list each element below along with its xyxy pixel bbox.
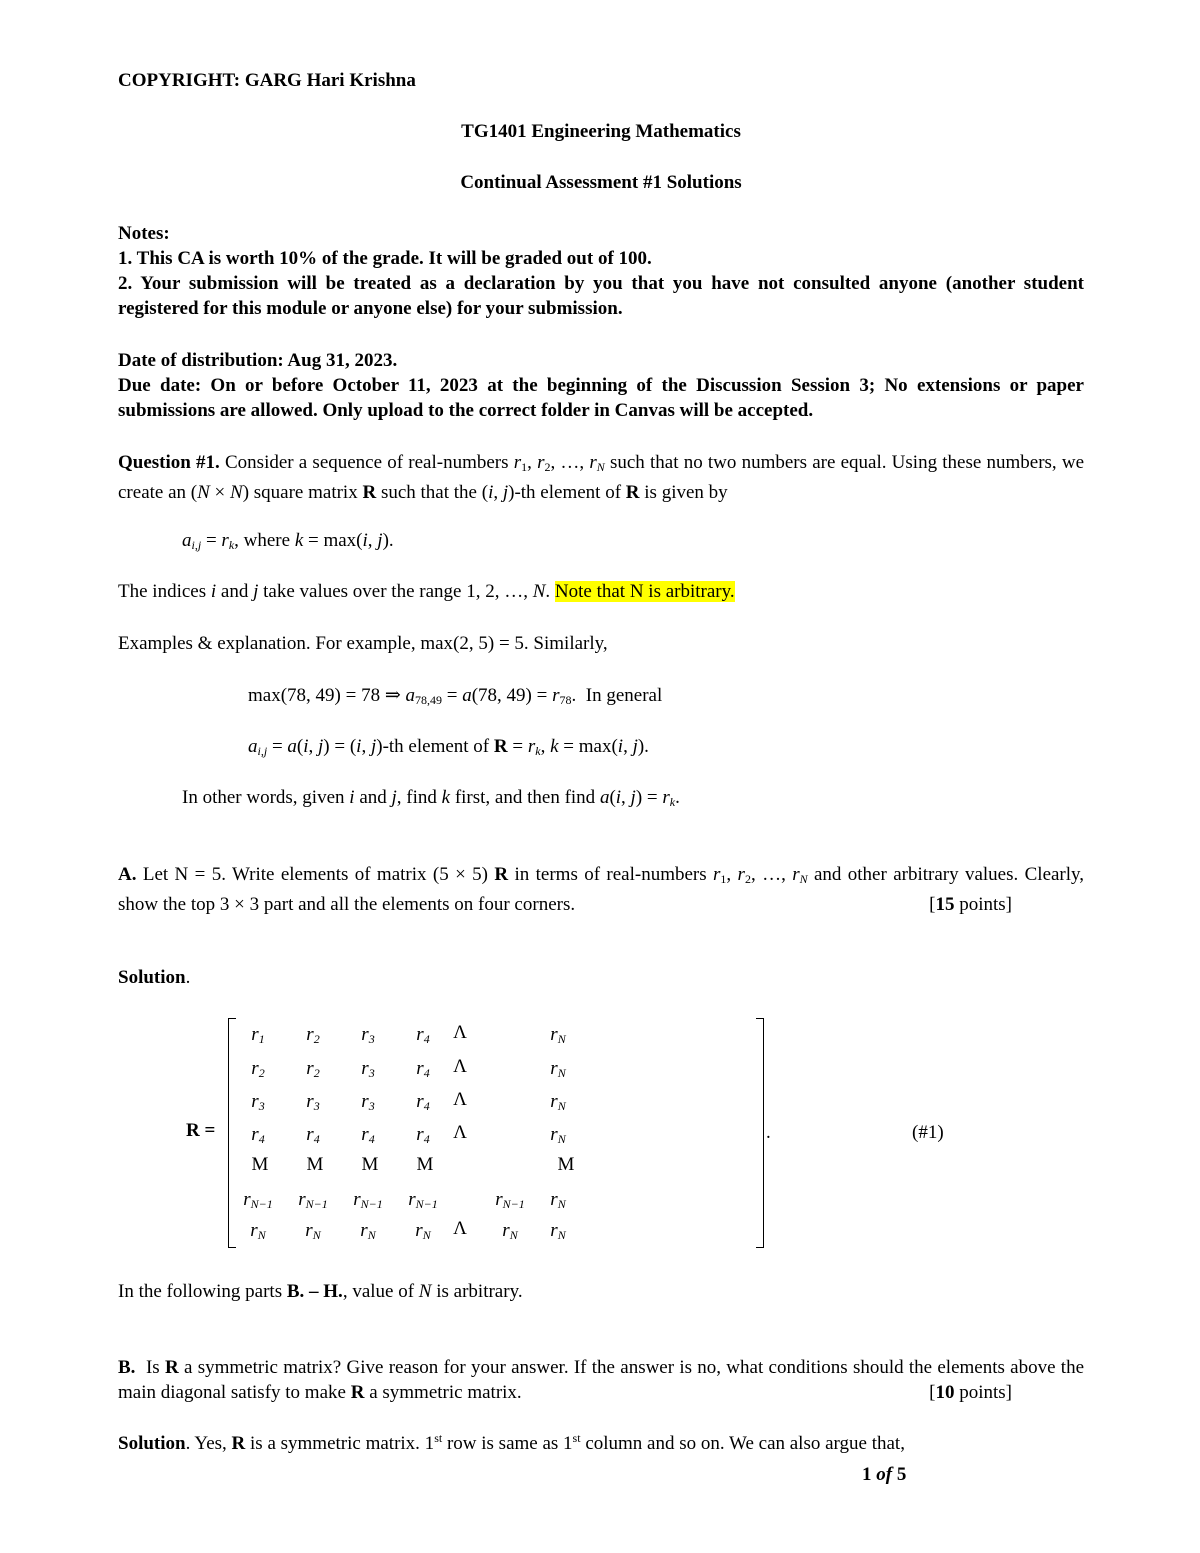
question-1-text: Question #1. Consider a sequence of real-numbers $r_1$, $r_2$, …, $r_N$ such that no two numbers are equal. Using these numbers, we create an (N × N) square matrix R such that the (i, j)-th element of R is given by [118, 452, 1085, 503]
matrix-cell: $r_N$ [550, 1124, 566, 1146]
matrix-vdots: M [557, 1154, 575, 1175]
q1-text-4: such that the [380, 482, 477, 503]
matrix-cell: $r_N$ [550, 1189, 566, 1211]
example-general: $a_{i,j} = a(i$, j) = (i, j)-th element of $R = r_k$, k = max(i, j). [248, 736, 649, 758]
matrix-dots: Λ [453, 1056, 467, 1077]
part-a-label: A. [118, 864, 137, 885]
course-title: TG1401 Engineering Mathematics [461, 121, 741, 142]
matrix-cell: $r_2$ [251, 1058, 265, 1080]
matrix-cell: $r_{N-1}$ [353, 1189, 383, 1211]
q1-text-5: -th element of [514, 482, 622, 503]
matrix-cell: $r_N$ [550, 1220, 566, 1242]
matrix-cell: $r_4$ [361, 1124, 375, 1146]
solution-b-text: Solution. Yes, R is a symmetric matrix. 1st row is same as 1st column and so on. We can also argue that, [118, 1431, 905, 1454]
document-title: Continual Assessment #1 Solutions [460, 172, 742, 193]
matrix-cell: $r_N$ [250, 1220, 266, 1242]
q1-text-6: is given by [644, 482, 728, 503]
matrix-vdots: M [251, 1154, 269, 1175]
equation-number: (#1) [912, 1122, 944, 1143]
copyright-line: COPYRIGHT: GARG Hari Krishna [118, 70, 416, 91]
matrix-cell: $r_4$ [416, 1091, 430, 1113]
matrix-lhs: R = [186, 1120, 216, 1141]
matrix-cell: $r_4$ [251, 1124, 265, 1146]
matrix-cell: $r_{N-1}$ [495, 1189, 525, 1211]
part-a-text: A. Let N = 5. Write elements of matrix (5 × 5) R in terms of real-numbers $r_1$, $r_2$, …, $r_N$ and other arbitrary values. Clearly, show the top 3 × 3 part and all the elements on four corners. [15 points] [118, 864, 1085, 915]
matrix-cell: $r_3$ [361, 1058, 375, 1080]
part-b-points: [10 points] [929, 1382, 1012, 1403]
matrix-cell: $r_4$ [306, 1124, 320, 1146]
matrix-cell: $r_N$ [360, 1220, 376, 1242]
other-words-line: In other words, given i and j, find k first, and then find a(i, $j) = r_k$. [182, 787, 680, 809]
matrix-vdots: M [361, 1154, 379, 1175]
notes-heading: Notes: [118, 223, 170, 244]
matrix-right-bracket [756, 1018, 764, 1248]
matrix-left-bracket [228, 1018, 236, 1248]
examples-line: Examples & explanation. For example, max(2, 5) = 5. Similarly, [118, 633, 608, 654]
matrix-cell: $r_{N-1}$ [298, 1189, 328, 1211]
matrix-cell: $r_3$ [361, 1091, 375, 1113]
part-b-label: B. [118, 1357, 136, 1378]
highlighted-note: Note that N is arbitrary. [554, 581, 735, 602]
matrix-cell: $r_2$ [306, 1024, 320, 1046]
part-a-points: [15 points] [929, 894, 1012, 915]
matrix-cell: $r_N$ [550, 1091, 566, 1113]
matrix-cell: $r_3$ [361, 1024, 375, 1046]
matrix-dots: Λ [453, 1218, 467, 1239]
due-date: Due date: On or before October 11, 2023 at the beginning of the Discussion Session 3; No extensions or paper submissions are allowed. Only upload to the correct folder in Canvas will be accepted. [118, 375, 1084, 421]
note-1: 1. This CA is worth 10% of the grade. It will be graded out of 100. [118, 248, 652, 269]
matrix-cell: $r_{N-1}$ [243, 1189, 273, 1211]
matrix-dots: Λ [453, 1122, 467, 1143]
matrix-cell: $r_4$ [416, 1124, 430, 1146]
matrix-cell: $r_N$ [415, 1220, 431, 1242]
matrix-cell: $r_N$ [550, 1024, 566, 1046]
matrix-cell: $r_4$ [416, 1024, 430, 1046]
matrix-cell: $r_{N-1}$ [408, 1189, 438, 1211]
indices-line: The indices i and j take values over the range 1, 2, …, N. Note that N is arbitrary. [118, 581, 735, 602]
matrix-dots: Λ [453, 1022, 467, 1043]
following-parts-line: In the following parts B. – H., value of N is arbitrary. [118, 1281, 523, 1302]
matrix-cell: $r_N$ [550, 1058, 566, 1080]
matrix-vdots: M [306, 1154, 324, 1175]
matrix-cell: $r_N$ [502, 1220, 518, 1242]
note-2: 2. Your submission will be treated as a declaration by you that you have not consulted anyone (another student registered for this module or anyone else) for your submission. [118, 273, 1084, 319]
matrix-cell: $r_3$ [251, 1091, 265, 1113]
distribution-date: Date of distribution: Aug 31, 2023. [118, 350, 398, 371]
example-max-78: max(78, 49) = 78 ⇒ $a_{78,49} = a(78$, $49) = r_{78}$. In general [248, 685, 663, 707]
matrix-cell: $r_1$ [251, 1024, 265, 1046]
element-formula: $a_{i,j} = r_k$, where k = max(i, j). [182, 530, 394, 552]
q1-text-3: square matrix [253, 482, 358, 503]
matrix-dots: Λ [453, 1089, 467, 1110]
q1-text-2: such that no two numbers are equal. Using these numbers, we create an [118, 452, 1085, 503]
q1-text-1: Consider a sequence of real-numbers [225, 452, 509, 473]
solution-a-label: Solution. [118, 967, 191, 988]
matrix-cell: $r_4$ [416, 1058, 430, 1080]
matrix-vdots: M [416, 1154, 434, 1175]
matrix-cell: $r_N$ [305, 1220, 321, 1242]
matrix-cell: $r_2$ [306, 1058, 320, 1080]
matrix-r: R = $r_1$ $r_2$ $r_3$ $r_4$ Λ $r_N$ $r_2$ $r_2$ $r_3$ $r_4$ Λ $r_N$ $r_3$ $r_3$ $r_3$ $r_4$ Λ $r_N$ $r_4$ $r_4$ $r_4$ $r_4$ Λ $r_N$ . M M M M M $r_{N-1}$ $r_{N-1}$ $r_{N-1}$ $r_{N-1}$ $r_{N-1}$ $r_N$ $r_N$ $r_N$ $r_N$ $r_N$ Λ $r_N$ $r_N$ (#1) [186, 1014, 966, 1250]
part-b-text: B. Is R a symmetric matrix? Give reason for your answer. If the answer is no, what conditions should the elements above the main diagonal satisfy to make R a symmetric matrix. [10 points] [118, 1357, 1085, 1403]
matrix-cell: $r_3$ [306, 1091, 320, 1113]
question-1-label: Question #1. [118, 452, 220, 473]
page-number: 1 of 5 [862, 1464, 907, 1485]
